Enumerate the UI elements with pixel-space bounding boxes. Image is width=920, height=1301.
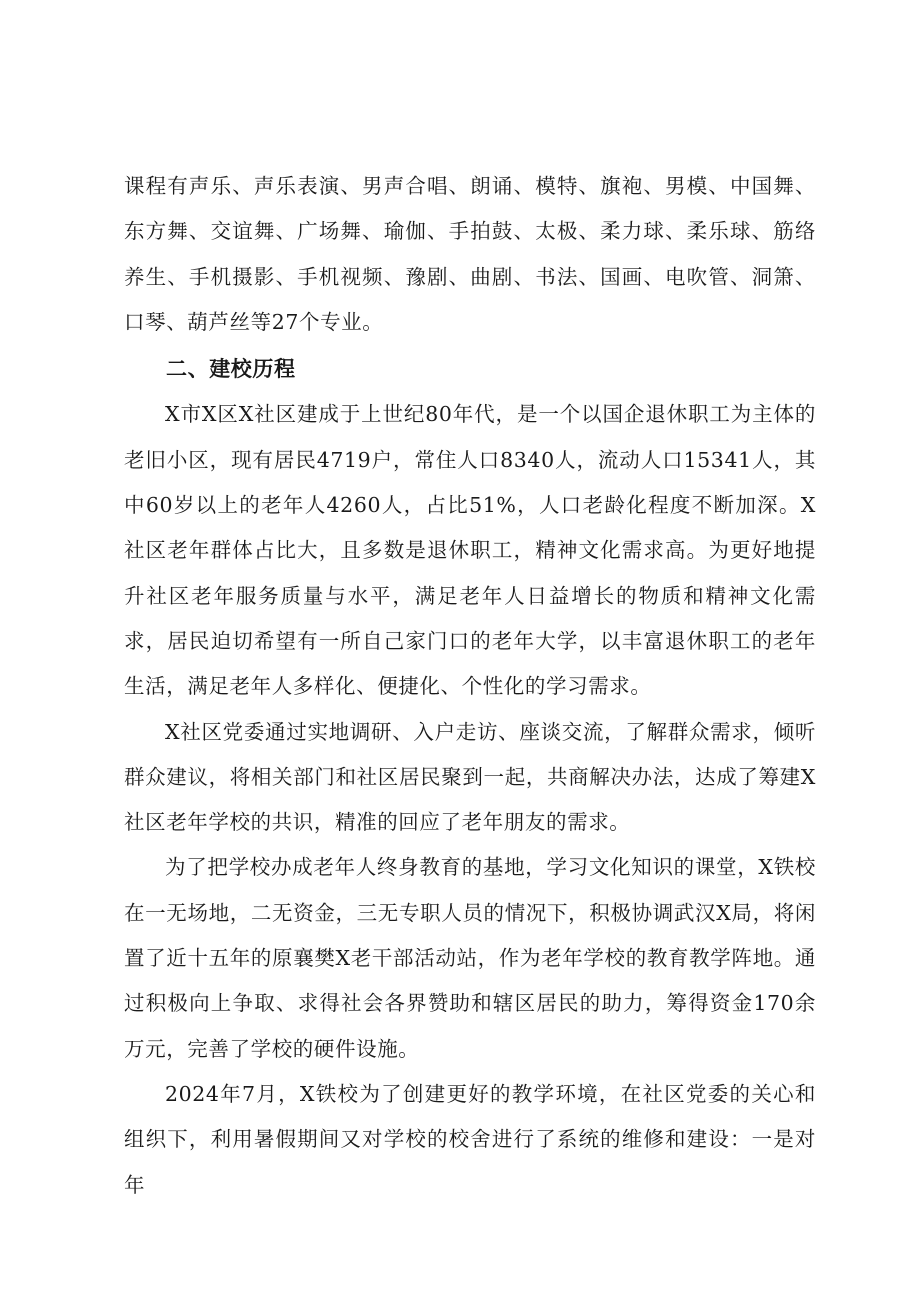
paragraph-background: X市X区X社区建成于上世纪80年代，是一个以国企退休职工为主体的老旧小区，现有居民4719户，常住人口8340人，流动人口15341人，其中60岁以上的老年人4260人，占比51%，人口老龄化程度不断加深。X社区老年群体占比大，且多数是退休职工，精神文化需求高。为更好地提升社区老年服务质量与水平，满足老年人日益增长的物质和精神文化需求，居民迫切希望有一所自己家门口的老年大学，以丰富退休职工的老年生活，满足老年人多样化、便捷化、个性化的学习需求。 — [124, 402, 816, 699]
intro-paragraph: 课程有声乐、声乐表演、男声合唱、朗诵、模特、旗袍、男模、中国舞、东方舞、交谊舞、广场舞、瑜伽、手拍鼓、太极、柔力球、柔乐球、筋络养生、手机摄影、手机视频、豫剧、曲剧、书法、国画、电吹管、洞箫、口琴、葫芦丝等27个专业。 — [124, 174, 816, 334]
paragraph-venue-funding: 为了把学校办成老年人终身教育的基地，学习文化知识的课堂，X铁校在一无场地，二无资金，三无专职人员的情况下，积极协调武汉X局，将闲置了近十五年的原襄樊X老干部活动站，作为老年学校的教育教学阵地。通过积极向上争取、求得社会各界赞助和辖区居民的助力，筹得资金170余万元，完善了学校的硬件设施。 — [124, 855, 816, 1061]
paragraph-renovation: 2024年7月，X铁校为了创建更好的教学环境，在社区党委的关心和组织下，利用暑假期间又对学校的校舍进行了系统的维修和建设：一是对年 — [124, 1081, 816, 1197]
document-body — [124, 164, 816, 1208]
paragraph-consensus: X社区党委通过实地调研、入户走访、座谈交流，了解群众需求，倾听群众建议，将相关部门和社区居民聚到一起，共商解决办法，达成了筹建X社区老年学校的共识，精准的回应了老年朋友的需求。 — [124, 719, 816, 835]
section-heading: 二、建校历程 — [166, 357, 296, 382]
